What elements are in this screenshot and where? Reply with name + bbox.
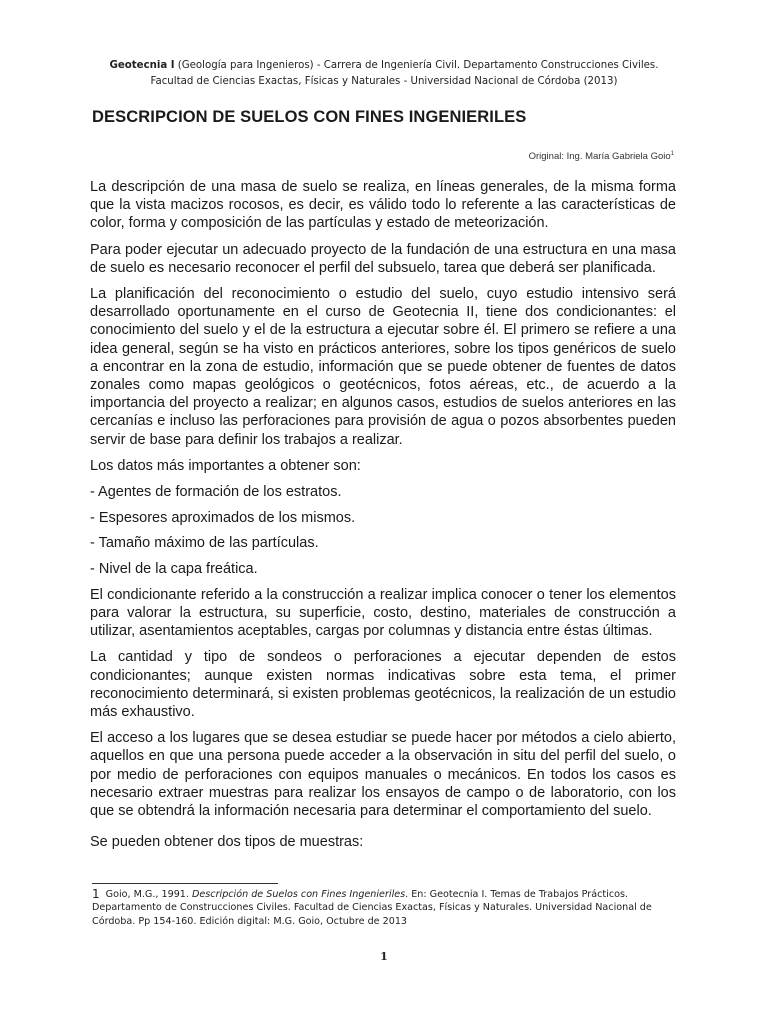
author-credit [529, 151, 674, 162]
footnote-mark: 1 [92, 887, 100, 901]
paragraph: Los datos más importantes a obtener son: [90, 457, 361, 474]
list-item: - Agentes de formación de los estratos. [90, 484, 342, 501]
header-line-2: Facultad de Ciencias Exactas, Físicas y Naturales - Universidad Nacional de Córdoba (2013) [150, 76, 618, 87]
header-course: Geotecnia I [109, 60, 175, 71]
author-credit-text: Original: Ing. María Gabriela Goio [528, 151, 671, 163]
paragraph: La cantidad y tipo de sondeos o perforaciones a ejecutar dependen de estos condicionantes; aunque existen normas indicativas sobre esta tema, el primer reconocimiento determinará, si existen problemas geotécnicos, la realización de un estudio más exhaustivo. [90, 649, 676, 721]
paragraph: Se pueden obtener dos tipos de muestras: [90, 834, 364, 851]
footnote-details: . En: Geotecnia I. Temas de Trabajos Prácticos. Departamento de Construcciones Civiles. Facultad de Ciencias Exactas, Físicas y Naturales. Universidad Nacional de Córdoba. Pp 154-160. Edición digital: M.G. Goio, Octubre de 2013 [92, 889, 652, 927]
header-course-detail: (Geología para Ingenieros) - Carrera de Ingeniería Civil. Departamento Construcciones Civiles. [174, 60, 659, 71]
paragraph: El condicionante referido a la construcción a realizar implica conocer o tener los elementos para valorar la estructura, su superficie, costo, destino, materiales de construcción a utilizar, asentamientos aceptables, cargas por columnas y distancia entre éstas últimas. [90, 586, 676, 640]
body-text [90, 178, 676, 860]
paragraph: La planificación del reconocimiento o estudio del suelo, cuyo estudio intensivo será desarrollado oportunamente en el curso de Geotecnia II, tiene dos condicionantes: el conocimiento del suelo y el de la estructura a ejecutar sobre él. El primero se refiere a una idea general, según se ha visto en prácticos anteriores, sobre los tipos genéricos de suelo a encontrar en la zona de estudio, información que se puede obtener de fuentes de datos zonales como mapas geológicos o geotécnicos, fotos aéreas, etc., de acuerdo a la importancia del proyecto a realizar; en algunos casos, estudios de suelos anteriores en las cercanías e incluso las perforaciones para provisión de agua o pozos absorbentes pueden servir de base para definir los trabajos a realizar. [90, 286, 676, 448]
list-item: - Tamaño máximo de las partículas. [90, 535, 319, 552]
list-item: - Espesores aproximados de los mismos. [90, 509, 356, 526]
document-title: DESCRIPCION DE SUELOS CON FINES INGENIERILES [92, 108, 527, 126]
page-header [0, 58, 768, 90]
footnote-author: Goio, M.G., 1991. [105, 889, 193, 900]
footnote [92, 888, 652, 928]
footnote-work-title: Descripción de Suelos con Fines Ingenieriles [192, 889, 406, 900]
paragraph: El acceso a los lugares que se desea estudiar se puede hacer por métodos a cielo abierto, aquellos en que una persona puede acceder a la observación in situ del perfil del suelo, o por medio de perforaciones con equipos manuales o mecánicos. En todos los casos es necesario extraer muestras para realizar los ensayos de campo o de laboratorio, con los que se obtendrá la información necesaria para determinar el comportamiento del suelo. [90, 730, 676, 820]
footnote-reference: 1 [670, 151, 674, 157]
page-number: 1 [380, 950, 388, 963]
list-item: - Nivel de la capa freática. [90, 561, 258, 578]
header-line-1 [0, 58, 768, 74]
footnote-divider [92, 883, 278, 884]
paragraph: Para poder ejecutar un adecuado proyecto de la fundación de una estructura en una masa de suelo es necesario reconocer el perfil del subsuelo, tarea que deberá ser planificada. [90, 241, 676, 276]
paragraph: La descripción de una masa de suelo se realiza, en líneas generales, de la misma forma que la vista macizos rocosos, es decir, es válido todo lo referente a las características de color, forma y composición de las partículas y estado de meteorización. [90, 179, 676, 232]
